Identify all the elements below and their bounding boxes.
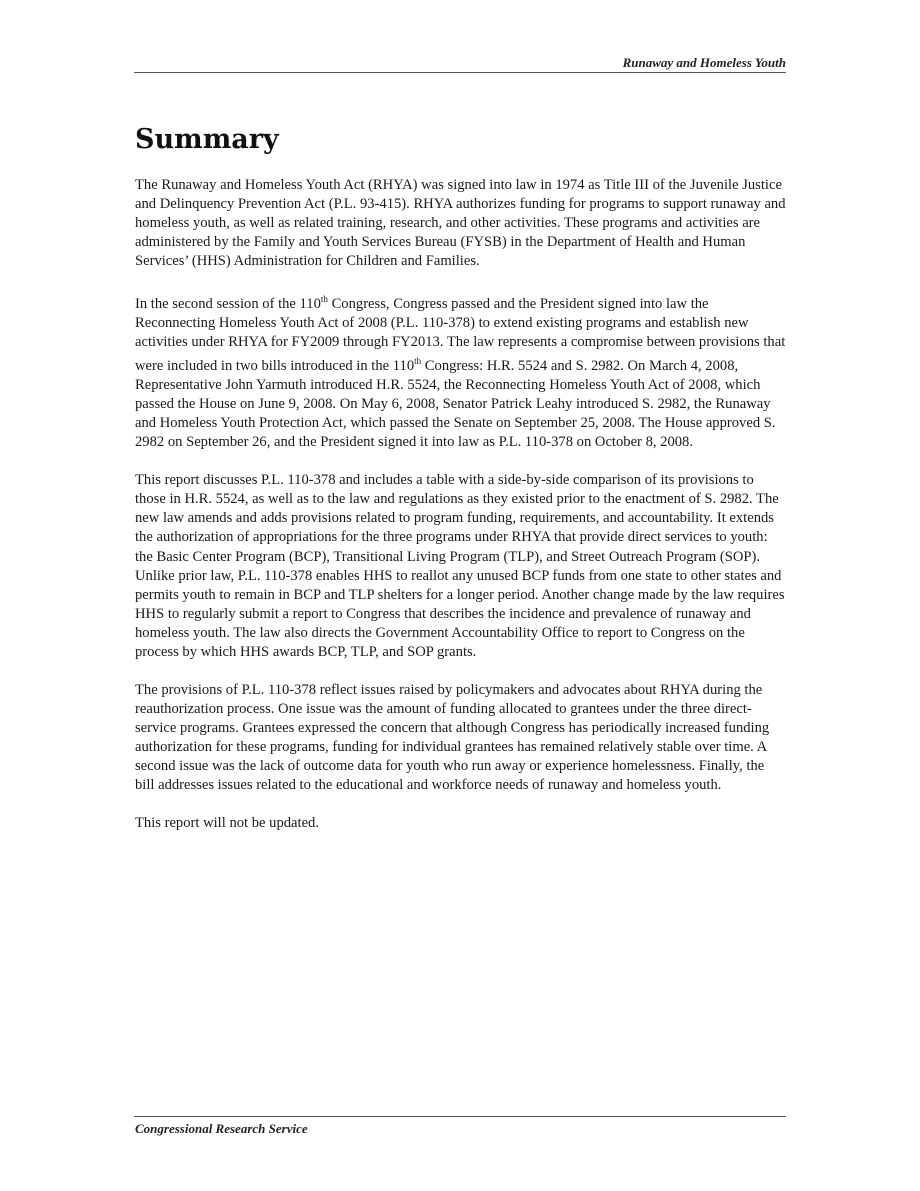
section-title: Summary: [135, 124, 279, 155]
paragraph-1: The Runaway and Homeless Youth Act (RHYA) was signed into law in 1974 as Title III of the Juvenile Justice and Delinquency Prevention Act (P.L. 93-415). RHYA authorizes funding for programs to support runaway and homeless youth, as well as related training, research, and other activities. These programs and activities are administered by the Family and Youth Services Bureau (FYSB) in the Department of Health and Human Services’ (HHS) Administration for Children and Families.: [135, 177, 786, 270]
ordinal-suffix: th: [414, 356, 422, 367]
paragraph-2-part-b: Congress, Congress passed and the President signed into law the Reconnecting Homeless Youth Act of 2008 (P.L. 110-378) to extend existing programs and establish new activities under RHYA for FY2009 through FY2013. The law represents a compromise between provisions that were included in two bills introduced in the 110: [135, 295, 786, 375]
paragraph-2: [135, 290, 787, 452]
footer-divider: [134, 1116, 786, 1117]
paragraph-2-part-c: Congress: H.R. 5524 and S. 2982. On March 4, 2008, Representative John Yarmuth introduced H.R. 5524, the Reconnecting Homeless Youth Act of 2008, which passed the House on June 9, 2008. On May 6, 2008, Senator Patrick Leahy introduced S. 2982, the Runaway and Homeless Youth Protection Act, which passed the Senate on September 25, 2008. The House approved S. 2982 on September 26, and the President signed it into law as P.L. 110-378 on October 8, 2008.: [135, 358, 776, 451]
paragraph-3: This report discusses P.L. 110-378 and includes a table with a side-by-side comparison of its provisions to those in H.R. 5524, as well as to the law and regulations as they existed prior to the enactment of S. 2982. The new law amends and adds provisions related to program funding, requirements, and accountability. It extends the authorization of appropriations for the three programs under RHYA that provide direct services to youth: the Basic Center Program (BCP), Transitional Living Program (TLP), and Street Outreach Program (SOP). Unlike prior law, P.L. 110-378 enables HHS to reallot any unused BCP funds from one state to other states and permits youth to remain in BCP and TLP shelters for a longer period. Another change made by the law requires HHS to regularly submit a report to Congress that describes the incidence and prevalence of runaway and homeless youth. The law also directs the Government Accountability Office to report to Congress on the process by which HHS awards BCP, TLP, and SOP grants.: [135, 472, 785, 660]
summary-body: [135, 176, 787, 852]
ordinal-suffix: th: [320, 294, 328, 305]
footer-organization: Congressional Research Service: [135, 1121, 308, 1136]
paragraph-2-part-a: In the second session of the 110: [135, 295, 321, 312]
header-divider: [134, 72, 786, 73]
paragraph-4: The provisions of P.L. 110-378 reflect issues raised by policymakers and advocates about RHYA during the reauthorization process. One issue was the amount of funding allocated to grantees under the three direct-service programs. Grantees expressed the concern that although Congress has periodically increased funding authorization for these programs, funding for individual grantees has remained relatively stable over time. A second issue was the lack of outcome data for youth who run away or experience homelessness. Finally, the bill addresses issues related to the educational and workforce needs of runaway and homeless youth.: [135, 681, 770, 794]
running-header: Runaway and Homeless Youth: [622, 55, 786, 70]
paragraph-5: This report will not be updated.: [135, 814, 320, 831]
